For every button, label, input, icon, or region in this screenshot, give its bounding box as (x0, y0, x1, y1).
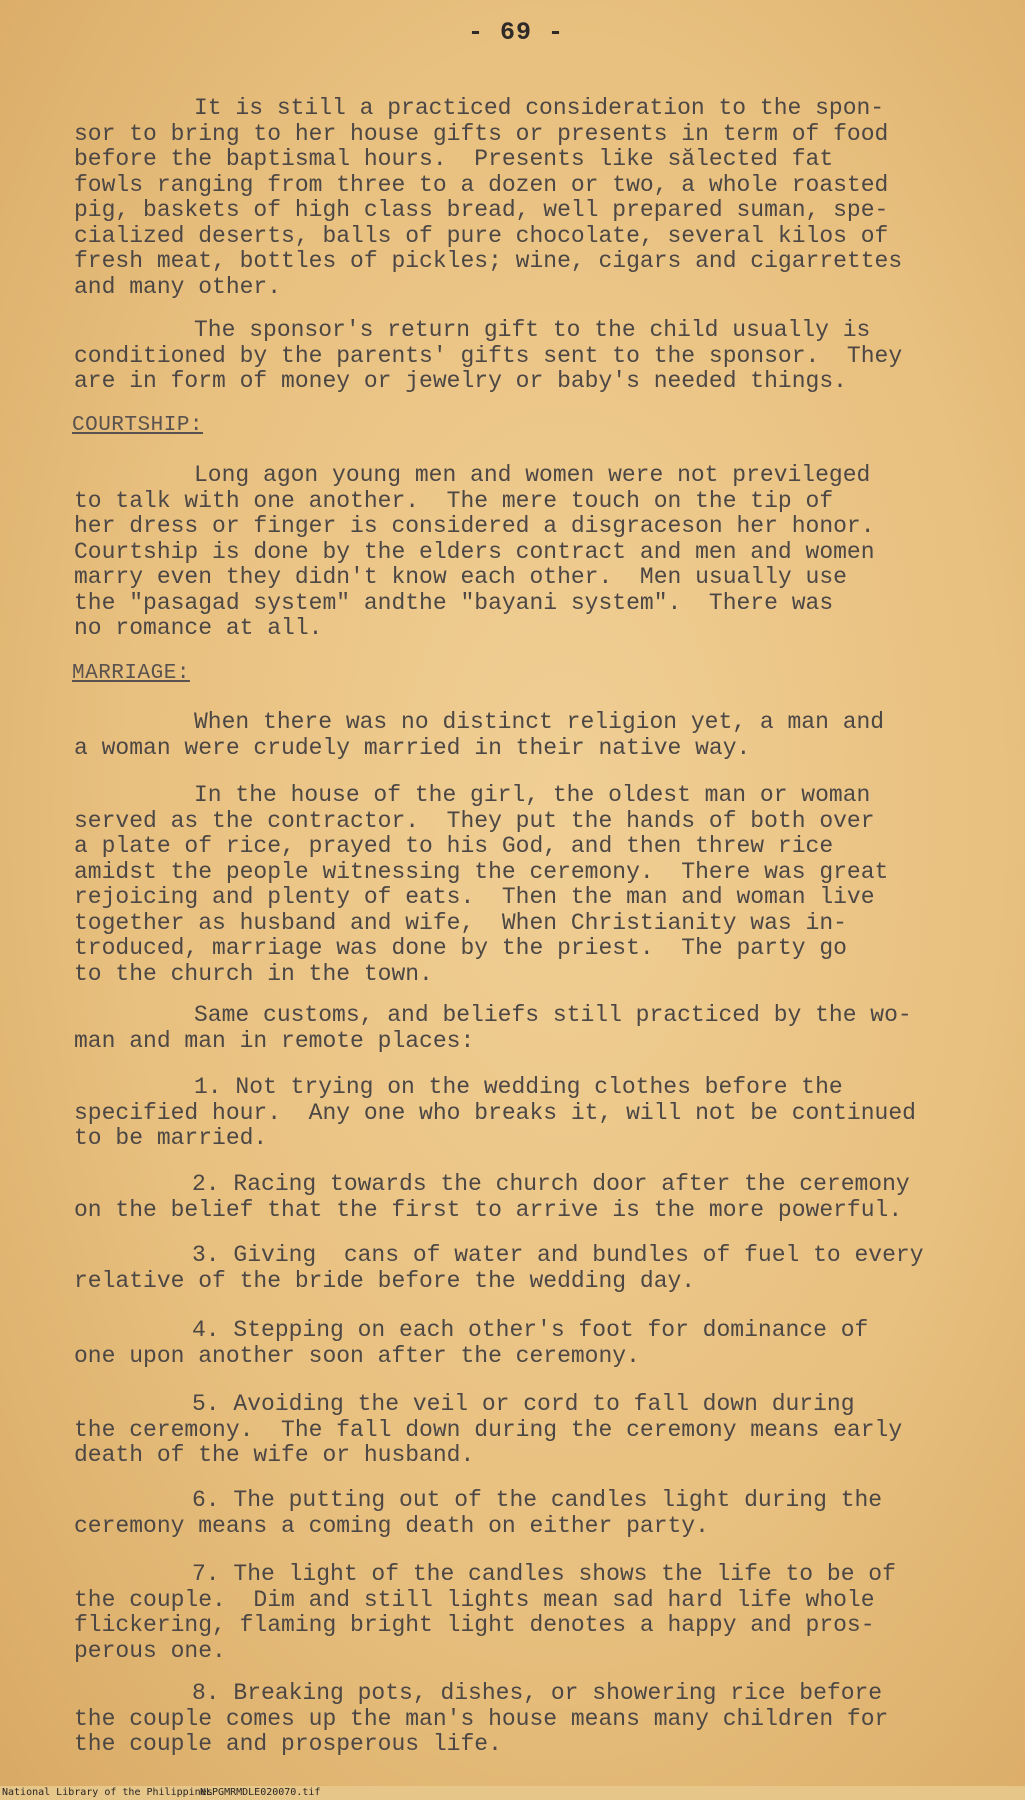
archive-footer (0, 1786, 1025, 1800)
paragraph-baptism-gifts (74, 96, 974, 300)
paragraph-courtship (74, 463, 974, 642)
list-item-7 (74, 1562, 974, 1664)
text-line: one upon another soon after the ceremony. (74, 1342, 640, 1369)
text-line: sor to bring to her house gifts or presents in term of food (74, 120, 889, 147)
text-line: to the church in the town. (74, 960, 433, 987)
text-line: no romance at all. (74, 615, 323, 641)
list-item-3 (74, 1243, 974, 1294)
text-line: and many other. (74, 273, 282, 300)
paragraph-return-gift (74, 318, 974, 395)
footer-library: National Library of the Philippines (2, 1787, 213, 1798)
text-line: 3. Giving cans of water and bundles of fuel to every (192, 1242, 924, 1268)
list-item-6 (74, 1488, 974, 1539)
text-line: man and man in remote places: (74, 1027, 475, 1054)
text-line: 2. Racing towards the church door after the ceremony (192, 1171, 910, 1197)
text-line: conditioned by the parents' gifts sent to the sponsor. They (74, 342, 903, 369)
text-line: the couple comes up the man's house means many children for (74, 1705, 889, 1732)
paragraph-native-marriage (74, 710, 974, 761)
text-line: 7. The light of the candles shows the life to be of (192, 1561, 896, 1587)
text-line: When there was no distinct religion yet, a man and (194, 709, 885, 735)
text-line: 1. Not trying on the wedding clothes before the (194, 1074, 843, 1100)
text-line: The sponsor's return gift to the child usually is (194, 317, 871, 343)
text-line: specified hour. Any one who breaks it, will not be continued (74, 1099, 916, 1126)
list-item-1 (74, 1075, 974, 1152)
text-line: a woman were crudely married in their native way. (74, 734, 751, 761)
text-line: marry even they didn't know each other. Men usually use (74, 564, 847, 590)
text-line: Long agon young men and women were not previleged (194, 462, 871, 488)
text-line: In the house of the girl, the oldest man or woman (194, 782, 871, 808)
text-line: the couple and prosperous life. (74, 1731, 502, 1757)
paragraph-customs-intro (74, 1003, 974, 1054)
text-line: together as husband and wife, When Christianity was in- (74, 909, 847, 936)
text-line: perous one. (74, 1637, 226, 1664)
text-line: are in form of money or jewelry or baby's needed things. (74, 368, 847, 394)
text-line: fresh meat, bottles of pickles; wine, cigars and cigarrettes (74, 248, 903, 274)
text-line: Courtship is done by the elders contract and men and women (74, 538, 875, 565)
text-line: troduced, marriage was done by the priest. The party go (74, 935, 847, 961)
text-line: on the belief that the first to arrive is the more powerful. (74, 1196, 903, 1223)
page-number: - 69 - (468, 18, 565, 47)
text-line: to be married. (74, 1125, 268, 1151)
list-item-4 (74, 1318, 974, 1369)
heading-marriage: MARRIAGE: (72, 662, 190, 685)
text-line: 8. Breaking pots, dishes, or showering rice before (192, 1680, 883, 1706)
text-line: 4. Stepping on each other's foot for dominance of (192, 1317, 869, 1343)
text-line: cialized deserts, balls of pure chocolate, several kilos of (74, 222, 889, 249)
text-line: ceremony means a coming death on either party. (74, 1512, 709, 1539)
paragraph-contractor (74, 783, 974, 987)
text-line: her dress or finger is considered a disgraceson her honor. (74, 513, 875, 539)
list-item-2 (74, 1172, 974, 1223)
text-line: before the baptismal hours. Presents like sălected fat (74, 146, 834, 172)
text-line: flickering, flaming bright light denotes a happy and pros- (74, 1612, 875, 1638)
text-line: It is still a practiced consideration to the spon- (194, 95, 885, 121)
text-line: fowls ranging from three to a dozen or two, a whole roasted (74, 171, 889, 198)
text-line: the couple. Dim and still lights mean sad hard life whole (74, 1586, 875, 1613)
text-line: pig, baskets of high class bread, well prepared suman, spe- (74, 197, 889, 223)
text-line: Same customs, and beliefs still practiced by the wo- (194, 1002, 912, 1028)
text-line: the "pasagad system" andthe "bayani system". There was (74, 589, 834, 616)
text-line: a plate of rice, prayed to his God, and then threw rice (74, 833, 834, 859)
footer-filename: NLPGMRMDLE020070.tif (200, 1787, 321, 1798)
text-line: the ceremony. The fall down during the ceremony means early (74, 1416, 903, 1443)
text-line: amidst the people witnessing the ceremony. There was great (74, 858, 889, 885)
list-item-8 (74, 1681, 974, 1758)
text-line: death of the wife or husband. (74, 1442, 475, 1468)
text-line: rejoicing and plenty of eats. Then the man and woman live (74, 884, 875, 910)
text-line: relative of the bride before the wedding day. (74, 1267, 696, 1294)
text-line: to talk with one another. The mere touch on the tip of (74, 487, 834, 514)
text-line: 6. The putting out of the candles light during the (192, 1487, 883, 1513)
text-line: served as the contractor. They put the hands of both over (74, 807, 875, 834)
text-line: 5. Avoiding the veil or cord to fall down during (192, 1391, 855, 1417)
heading-courtship: COURTSHIP: (72, 414, 204, 437)
list-item-5 (74, 1392, 974, 1469)
